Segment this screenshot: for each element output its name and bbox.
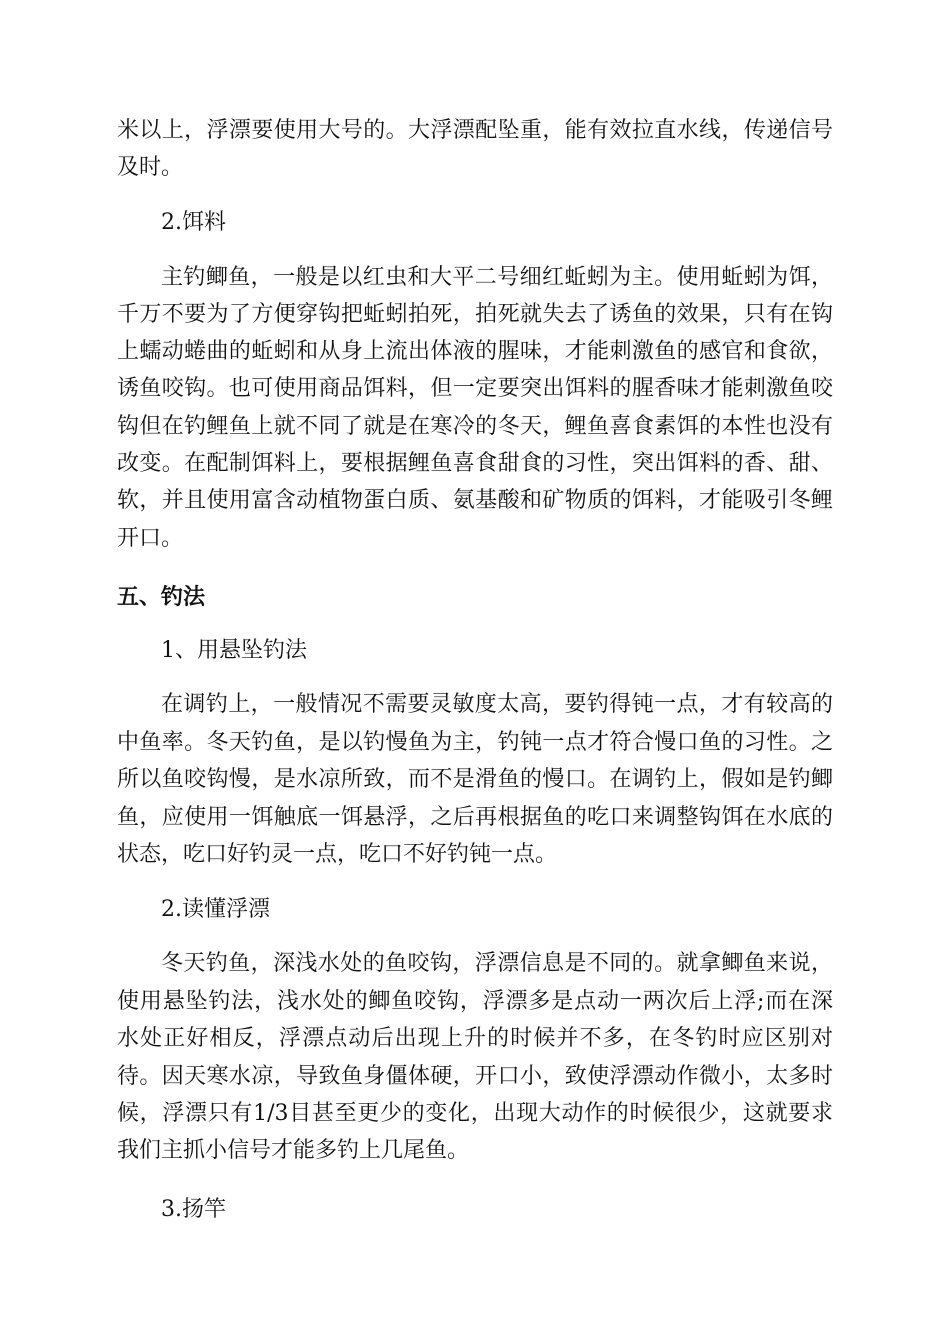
paragraph-line: 钩但在钓鲤鱼上就不同了就是在寒冷的冬天，鲤鱼喜食素饵的本性也没有 [117, 414, 833, 439]
paragraph-line: 状态，吃口好钓灵一点，吃口不好钓钝一点。 [117, 842, 558, 867]
paragraph-line: 待。因天寒水凉，导致鱼身僵体硬，开口小，致使浮漂动作微小，太多时 [117, 1064, 833, 1089]
paragraph-line: 水处正好相反，浮漂点动后出现上升的时候并不多，在冬钓时应区别对 [117, 1026, 833, 1051]
paragraph-line: 冬天钓鱼，深浅水处的鱼咬钩，浮漂信息是不同的。就拿鲫鱼来说， [161, 951, 833, 976]
subheading-bait: 2.饵料 [161, 210, 226, 235]
paragraph-line: 开口。 [117, 526, 184, 551]
paragraph-line: 所以鱼咬钩慢，是水凉所致，而不是滑鱼的慢口。在调钓上，假如是钓鲫 [117, 767, 833, 792]
paragraph-line: 我们主抓小信号才能多钓上几尾鱼。 [117, 1138, 470, 1163]
paragraph-line: 软，并且使用富含动植物蛋白质、氨基酸和矿物质的饵料，才能吸引冬鲤 [117, 488, 833, 513]
paragraph-line: 上蠕动蜷曲的蚯蚓和从身上流出体液的腥味，才能刺激鱼的感官和食欲， [117, 339, 833, 364]
paragraph-line: 主钓鲫鱼，一般是以红虫和大平二号细红蚯蚓为主。使用蚯蚓为饵， [161, 265, 833, 290]
paragraph-line: 中鱼率。冬天钓鱼，是以钓慢鱼为主，钓钝一点才符合慢口鱼的习性。之 [117, 730, 833, 755]
subheading-method-2: 2.读懂浮漂 [161, 897, 270, 922]
paragraph-line: 在调钓上，一般情况不需要灵敏度太高，要钓得钝一点，才有较高的 [161, 692, 833, 717]
section-heading-five: 五、钓法 [117, 584, 206, 610]
paragraph-line: 鱼，应使用一饵触底一饵悬浮，之后再根据鱼的吃口来调整钩饵在水底的 [117, 805, 833, 830]
paragraph-line: 千万不要为了方便穿钩把蚯蚓拍死，拍死就失去了诱鱼的效果，只有在钩 [117, 302, 833, 327]
paragraph-line: 改变。在配制饵料上，要根据鲤鱼喜食甜食的习性，突出饵料的香、甜、 [117, 451, 833, 476]
subheading-method-1: 1、用悬坠钓法 [161, 638, 307, 663]
subheading-method-3: 3.扬竿 [161, 1197, 226, 1222]
paragraph-line: 诱鱼咬钩。也可使用商品饵料，但一定要突出饵料的腥香味才能刺激鱼咬 [117, 376, 833, 401]
paragraph-line: 米以上，浮漂要使用大号的。大浮漂配坠重，能有效拉直水线，传递信号 [117, 118, 833, 143]
paragraph-line: 使用悬坠钓法，浅水处的鲫鱼咬钩，浮漂多是点动一两次后上浮;而在深 [117, 989, 833, 1014]
paragraph-line: 候，浮漂只有1/3目甚至更少的变化，出现大动作的时候很少，这就要求 [117, 1101, 833, 1126]
paragraph-line: 及时。 [117, 155, 184, 180]
